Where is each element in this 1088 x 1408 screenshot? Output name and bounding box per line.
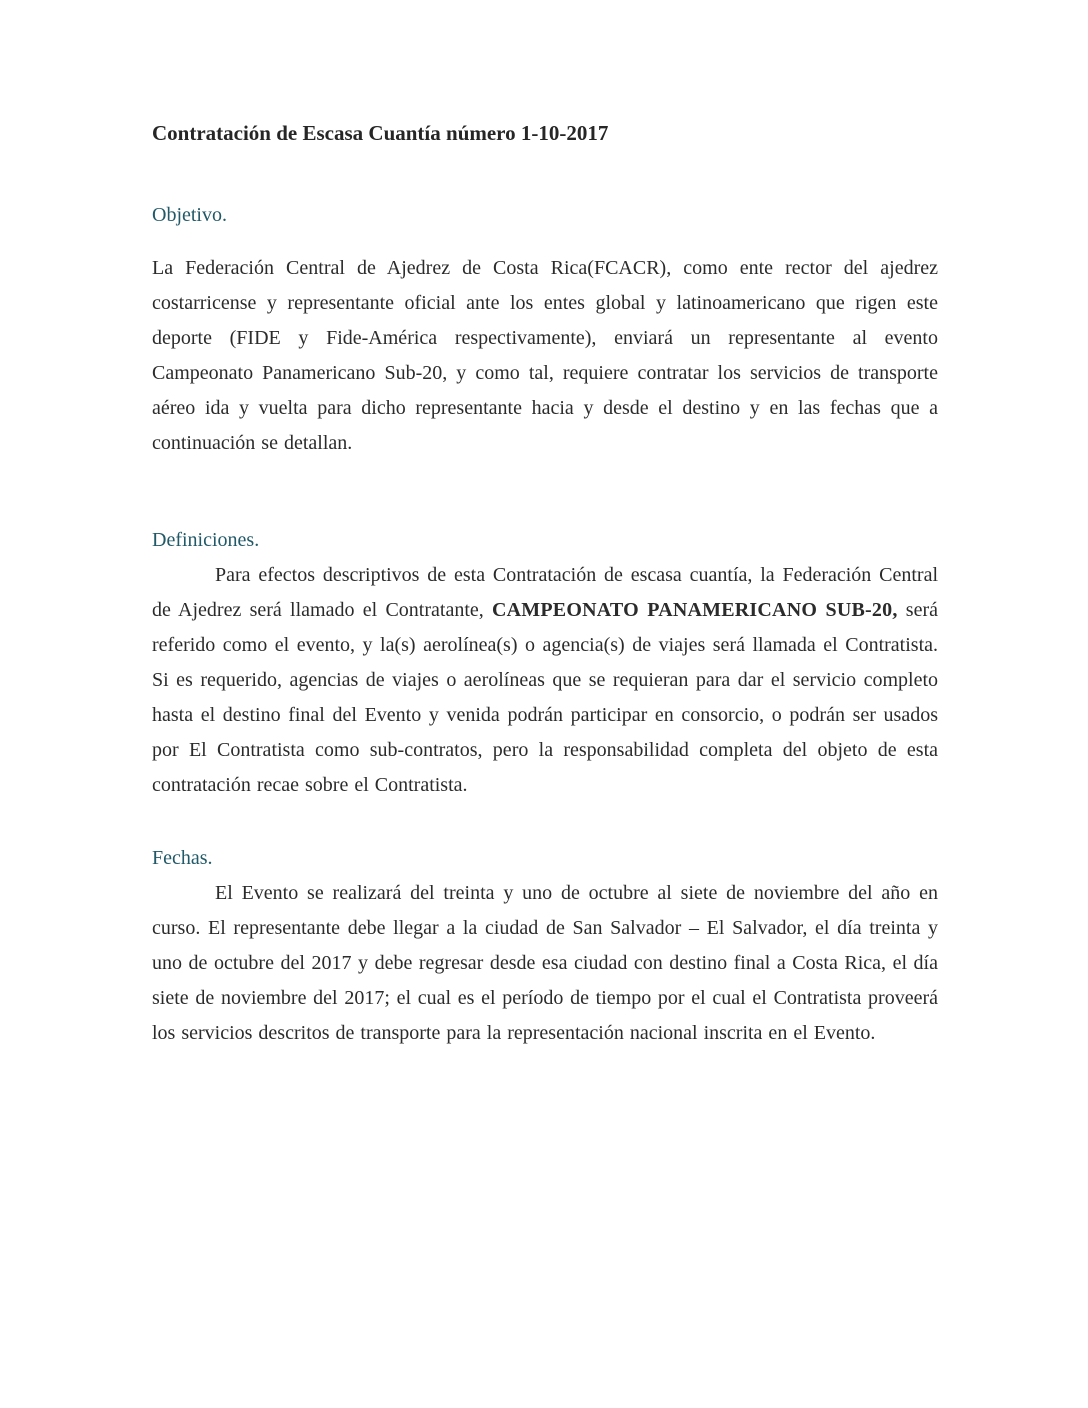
section-heading-objetivo: Objetivo. — [152, 204, 227, 226]
definiciones-text-after: será referido como el evento, y la(s) aerolínea(s) o agencia(s) de viajes será llamada el Contratista. Si es requerido, agencias de viajes o aerolíneas que se requieran para dar el servicio completo hasta el destino final del Evento y venida podrán participar en consorcio, o podrán ser usados por El Contratista como sub-contratos, pero la responsabilidad completa del objeto de esta contratación recae sobre el Contratista. — [152, 599, 938, 796]
section-heading-fechas: Fechas. — [152, 847, 213, 869]
definiciones-text-before: Para efectos descriptivos de esta Contratación de escasa cuantía, la Federación Central de Ajedrez será llamado el Contratante, — [152, 564, 938, 621]
paragraph-objetivo: La Federación Central de Ajedrez de Costa Rica(FCACR), como ente rector del ajedrez costarricense y representante oficial ante los entes global y latinoamericano que rigen este deporte (FIDE y Fide-América respectivamente), enviará un representante al evento Campeonato Panamericano Sub-20, y como tal, requiere contratar los servicios de transporte aéreo ida y vuelta para dicho representante hacia y desde el destino y en las fechas que a continuación se detallan. — [152, 257, 938, 454]
definiciones-bold-event-name: CAMPEONATO PANAMERICANO SUB-20, — [492, 599, 898, 621]
document-title: Contratación de Escasa Cuantía número 1-10-2017 — [152, 121, 609, 145]
paragraph-definiciones — [152, 558, 938, 803]
paragraph-fechas: El Evento se realizará del treinta y uno de octubre al siete de noviembre del año en curso. El representante debe llegar a la ciudad de San Salvador – El Salvador, el día treinta y uno de octubre del 2017 y debe regresar desde esa ciudad con destino final a Costa Rica, el día siete de noviembre del 2017; el cual es el período de tiempo por el cual el Contratista proveerá los servicios descritos de transporte para la representación nacional inscrita en el Evento. — [152, 882, 938, 1044]
section-heading-definiciones: Definiciones. — [152, 529, 260, 551]
